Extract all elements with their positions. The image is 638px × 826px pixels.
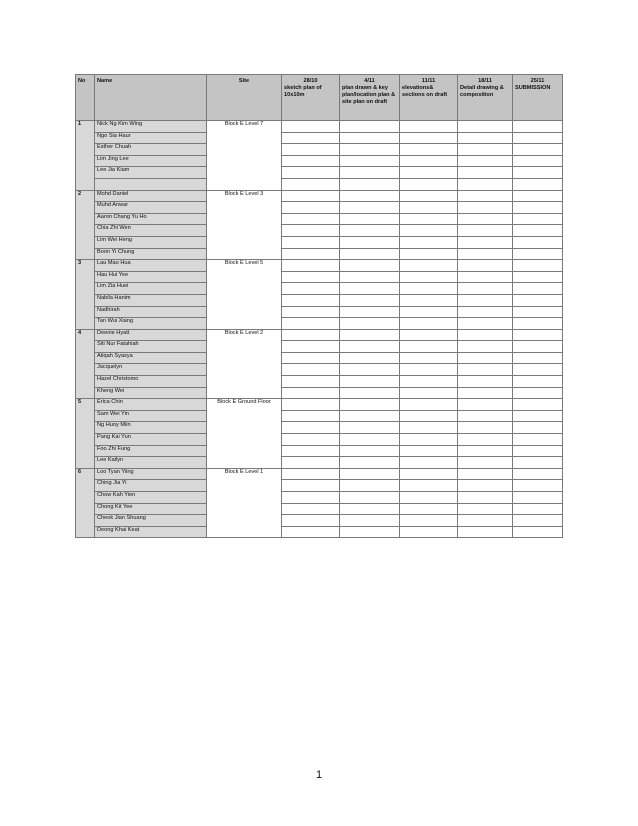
- table-row: [76, 202, 563, 214]
- milestone-cell: [513, 294, 563, 306]
- member-name: Sam Wei Yin: [95, 410, 207, 422]
- milestone-cell: [282, 341, 340, 353]
- milestone-cell: [282, 468, 340, 480]
- milestone-cell: [458, 515, 513, 527]
- milestone-cell: [340, 503, 400, 515]
- table-row: [76, 434, 563, 446]
- member-name: Pang Kai Yun: [95, 434, 207, 446]
- table-row: [76, 503, 563, 515]
- table-row: [76, 399, 563, 411]
- member-name: Hazel Christomo: [95, 376, 207, 388]
- table-row: [76, 144, 563, 156]
- milestone-cell: [458, 144, 513, 156]
- milestone-cell: [340, 167, 400, 179]
- milestone-cell: [282, 434, 340, 446]
- table-row: [76, 294, 563, 306]
- milestone-cell: [513, 376, 563, 388]
- milestone-cell: [282, 271, 340, 283]
- milestone-cell: [282, 422, 340, 434]
- milestone-cell: [340, 294, 400, 306]
- milestone-cell: [282, 364, 340, 376]
- group-site: Block E Level 2: [207, 329, 282, 399]
- milestone-cell: [340, 213, 400, 225]
- milestone-cell: [513, 364, 563, 376]
- milestone-cell: [513, 260, 563, 272]
- header-milestone: [513, 75, 563, 121]
- table-row: [76, 515, 563, 527]
- milestone-cell: [458, 213, 513, 225]
- milestone-date: 11/11: [421, 78, 436, 84]
- milestone-cell: [282, 492, 340, 504]
- milestone-cell: [282, 387, 340, 399]
- milestone-cell: [458, 271, 513, 283]
- milestone-cell: [400, 422, 458, 434]
- milestone-cell: [340, 155, 400, 167]
- milestone-cell: [340, 121, 400, 133]
- table-row: [76, 178, 563, 190]
- milestone-cell: [513, 434, 563, 446]
- milestone-cell: [282, 294, 340, 306]
- milestone-cell: [340, 364, 400, 376]
- member-name: Tan Wui Xiang: [95, 318, 207, 330]
- milestone-date: 28/10: [303, 78, 318, 84]
- member-name: Ng Huoy Miin: [95, 422, 207, 434]
- milestone-cell: [513, 144, 563, 156]
- milestone-cell: [282, 144, 340, 156]
- header-milestone: [400, 75, 458, 121]
- milestone-cell: [513, 492, 563, 504]
- milestone-cell: [513, 271, 563, 283]
- milestone-cell: [400, 410, 458, 422]
- milestone-cell: [458, 318, 513, 330]
- milestone-description: elevations& sections on draft: [402, 84, 448, 98]
- header-milestone: [340, 75, 400, 121]
- table-row: [76, 167, 563, 179]
- table-row: [76, 190, 563, 202]
- milestone-cell: [400, 445, 458, 457]
- milestone-cell: [513, 213, 563, 225]
- member-name: Deong Khai Keat: [95, 526, 207, 538]
- milestone-cell: [458, 480, 513, 492]
- member-name: Jacquelyn: [95, 364, 207, 376]
- table-row: [76, 213, 563, 225]
- table-row: [76, 422, 563, 434]
- member-name: Mohd Daniel: [95, 190, 207, 202]
- table-row: [76, 283, 563, 295]
- milestone-description: plan drawn & key plan/location plan & site plan on draft: [342, 84, 396, 105]
- milestone-cell: [340, 329, 400, 341]
- milestone-cell: [340, 248, 400, 260]
- table-row: [76, 445, 563, 457]
- milestone-cell: [282, 190, 340, 202]
- member-name: [95, 178, 207, 190]
- milestone-cell: [400, 387, 458, 399]
- milestone-cell: [458, 399, 513, 411]
- milestone-cell: [513, 178, 563, 190]
- milestone-cell: [400, 526, 458, 538]
- milestone-cell: [458, 294, 513, 306]
- member-name: Foo Zhi Fung: [95, 445, 207, 457]
- table-row: [76, 387, 563, 399]
- milestone-cell: [340, 457, 400, 469]
- table-row: [76, 306, 563, 318]
- milestone-cell: [400, 515, 458, 527]
- milestone-cell: [282, 329, 340, 341]
- member-name: Ching Jia Yi: [95, 480, 207, 492]
- milestone-cell: [513, 329, 563, 341]
- milestone-cell: [458, 121, 513, 133]
- milestone-cell: [400, 492, 458, 504]
- milestone-cell: [282, 202, 340, 214]
- group-site: Block E Ground Floor: [207, 399, 282, 469]
- member-name: Nabila Hanim: [95, 294, 207, 306]
- member-name: Lim Wei Heng: [95, 236, 207, 248]
- milestone-cell: [400, 480, 458, 492]
- milestone-date: 25/11: [530, 78, 545, 84]
- table-row: [76, 271, 563, 283]
- milestone-cell: [513, 445, 563, 457]
- milestone-cell: [340, 178, 400, 190]
- milestone-cell: [458, 236, 513, 248]
- milestone-cell: [282, 121, 340, 133]
- group-number: 3: [76, 260, 95, 330]
- table-row: [76, 376, 563, 388]
- group-number: 5: [76, 399, 95, 469]
- milestone-cell: [282, 457, 340, 469]
- header-no: No: [76, 75, 95, 121]
- milestone-cell: [513, 526, 563, 538]
- milestone-cell: [282, 503, 340, 515]
- milestone-cell: [458, 178, 513, 190]
- group-site: Block E Level 5: [207, 260, 282, 330]
- milestone-cell: [400, 178, 458, 190]
- member-name: Nick Ng Kim Wing: [95, 121, 207, 133]
- milestone-cell: [513, 248, 563, 260]
- group-schedule-table: [75, 74, 563, 538]
- milestone-date: 4/11: [364, 78, 375, 84]
- member-name: Muhd Anwar: [95, 202, 207, 214]
- milestone-cell: [400, 236, 458, 248]
- table-row: [76, 352, 563, 364]
- milestone-cell: [400, 329, 458, 341]
- milestone-cell: [513, 167, 563, 179]
- table-row: [76, 225, 563, 237]
- member-name: Lau Mao Hua: [95, 260, 207, 272]
- milestone-cell: [458, 329, 513, 341]
- milestone-cell: [282, 283, 340, 295]
- member-name: Chow Kah Yien: [95, 492, 207, 504]
- milestone-cell: [400, 202, 458, 214]
- milestone-cell: [400, 306, 458, 318]
- milestone-cell: [458, 260, 513, 272]
- milestone-cell: [513, 283, 563, 295]
- milestone-cell: [282, 515, 340, 527]
- milestone-cell: [340, 225, 400, 237]
- milestone-cell: [458, 341, 513, 353]
- group-number: 4: [76, 329, 95, 399]
- milestone-cell: [340, 526, 400, 538]
- group-number: 2: [76, 190, 95, 260]
- milestone-cell: [458, 526, 513, 538]
- member-name: Aaron Chang Yu Ho: [95, 213, 207, 225]
- milestone-cell: [400, 376, 458, 388]
- milestone-cell: [282, 225, 340, 237]
- table-row: [76, 318, 563, 330]
- milestone-cell: [340, 399, 400, 411]
- group-site: Block E Level 1: [207, 468, 282, 538]
- milestone-cell: [282, 376, 340, 388]
- header-name: Name: [95, 75, 207, 121]
- milestone-cell: [340, 492, 400, 504]
- member-name: Atiqah Syasya: [95, 352, 207, 364]
- milestone-cell: [400, 364, 458, 376]
- milestone-cell: [400, 144, 458, 156]
- header-site: Site: [207, 75, 282, 121]
- milestone-cell: [282, 399, 340, 411]
- table-body: [76, 121, 563, 538]
- milestone-description: SUBMISSION: [515, 84, 551, 91]
- member-name: Boon Yi Chung: [95, 248, 207, 260]
- milestone-cell: [513, 155, 563, 167]
- milestone-cell: [282, 260, 340, 272]
- member-name: Chia Zhi Wen: [95, 225, 207, 237]
- milestone-cell: [282, 213, 340, 225]
- table-row: [76, 457, 563, 469]
- milestone-cell: [340, 422, 400, 434]
- milestone-cell: [458, 503, 513, 515]
- milestone-cell: [513, 306, 563, 318]
- milestone-cell: [282, 132, 340, 144]
- table-header: [76, 75, 563, 121]
- milestone-cell: [513, 236, 563, 248]
- milestone-cell: [400, 167, 458, 179]
- milestone-cell: [458, 202, 513, 214]
- milestone-cell: [458, 155, 513, 167]
- milestone-cell: [458, 225, 513, 237]
- member-name: Deenie Hyatt: [95, 329, 207, 341]
- milestone-cell: [400, 341, 458, 353]
- table-row: [76, 480, 563, 492]
- milestone-cell: [340, 434, 400, 446]
- milestone-cell: [340, 376, 400, 388]
- member-name: Esther Chuah: [95, 144, 207, 156]
- group-number: 6: [76, 468, 95, 538]
- milestone-cell: [340, 260, 400, 272]
- group-site: Block E Level 7: [207, 121, 282, 191]
- milestone-cell: [340, 468, 400, 480]
- milestone-cell: [513, 399, 563, 411]
- milestone-cell: [458, 283, 513, 295]
- table-row: [76, 132, 563, 144]
- milestone-cell: [458, 352, 513, 364]
- milestone-cell: [458, 132, 513, 144]
- milestone-cell: [513, 468, 563, 480]
- milestone-cell: [513, 132, 563, 144]
- milestone-cell: [513, 225, 563, 237]
- milestone-cell: [513, 387, 563, 399]
- milestone-cell: [340, 387, 400, 399]
- milestone-cell: [400, 121, 458, 133]
- milestone-cell: [282, 236, 340, 248]
- table-row: [76, 236, 563, 248]
- milestone-cell: [458, 306, 513, 318]
- milestone-cell: [458, 387, 513, 399]
- milestone-cell: [513, 410, 563, 422]
- milestone-cell: [282, 352, 340, 364]
- member-name: Cheok Jian Shuang: [95, 515, 207, 527]
- milestone-cell: [340, 271, 400, 283]
- milestone-cell: [513, 121, 563, 133]
- page-number: 1: [315, 769, 323, 781]
- milestone-cell: [458, 376, 513, 388]
- milestone-cell: [340, 132, 400, 144]
- milestone-cell: [400, 399, 458, 411]
- milestone-cell: [340, 202, 400, 214]
- milestone-cell: [400, 503, 458, 515]
- table-row: [76, 468, 563, 480]
- milestone-cell: [340, 410, 400, 422]
- milestone-cell: [513, 422, 563, 434]
- milestone-cell: [340, 318, 400, 330]
- milestone-cell: [282, 480, 340, 492]
- member-name: Lee Jia Kiam: [95, 167, 207, 179]
- milestone-cell: [400, 434, 458, 446]
- milestone-cell: [340, 352, 400, 364]
- member-name: Chong Kit Yee: [95, 503, 207, 515]
- milestone-cell: [400, 248, 458, 260]
- milestone-cell: [400, 294, 458, 306]
- milestone-cell: [458, 492, 513, 504]
- member-name: Ngo Sia Haur: [95, 132, 207, 144]
- milestone-cell: [458, 457, 513, 469]
- member-name: Lim Zia Huei: [95, 283, 207, 295]
- member-name: Nadhirah: [95, 306, 207, 318]
- milestone-cell: [340, 236, 400, 248]
- milestone-cell: [282, 445, 340, 457]
- milestone-cell: [513, 480, 563, 492]
- table-row: [76, 121, 563, 133]
- milestone-cell: [340, 445, 400, 457]
- header-row: [76, 75, 563, 121]
- milestone-cell: [282, 318, 340, 330]
- table-row: [76, 492, 563, 504]
- table-row: [76, 410, 563, 422]
- milestone-cell: [458, 364, 513, 376]
- milestone-cell: [513, 190, 563, 202]
- milestone-cell: [340, 190, 400, 202]
- milestone-cell: [340, 341, 400, 353]
- milestone-date: 18/11: [478, 78, 492, 84]
- milestone-cell: [282, 306, 340, 318]
- milestone-cell: [340, 144, 400, 156]
- milestone-cell: [513, 341, 563, 353]
- table-row: [76, 341, 563, 353]
- milestone-cell: [340, 283, 400, 295]
- milestone-cell: [513, 515, 563, 527]
- milestone-cell: [458, 410, 513, 422]
- member-name: Loo Tyan Yiing: [95, 468, 207, 480]
- milestone-cell: [513, 503, 563, 515]
- milestone-cell: [400, 190, 458, 202]
- milestone-cell: [400, 352, 458, 364]
- milestone-cell: [400, 225, 458, 237]
- table-row: [76, 155, 563, 167]
- table-row: [76, 364, 563, 376]
- group-site: Block E Level 3: [207, 190, 282, 260]
- milestone-cell: [458, 167, 513, 179]
- milestone-cell: [458, 248, 513, 260]
- member-name: Kheng Wei: [95, 387, 207, 399]
- milestone-cell: [400, 468, 458, 480]
- header-milestone: [458, 75, 513, 121]
- milestone-cell: [400, 457, 458, 469]
- header-milestone: [282, 75, 340, 121]
- member-name: Lim Jing Lee: [95, 155, 207, 167]
- milestone-cell: [513, 202, 563, 214]
- milestone-description: Detail drawing & composition: [460, 84, 504, 98]
- group-number: 1: [76, 121, 95, 191]
- milestone-cell: [400, 283, 458, 295]
- milestone-cell: [458, 422, 513, 434]
- milestone-cell: [400, 271, 458, 283]
- table-row: [76, 329, 563, 341]
- table-row: [76, 248, 563, 260]
- milestone-cell: [513, 352, 563, 364]
- member-name: Erica Chin: [95, 399, 207, 411]
- milestone-cell: [458, 190, 513, 202]
- milestone-cell: [282, 178, 340, 190]
- milestone-cell: [340, 515, 400, 527]
- milestone-cell: [282, 526, 340, 538]
- member-name: Lee Kailyn: [95, 457, 207, 469]
- milestone-cell: [282, 167, 340, 179]
- milestone-description: sketch plan of 10x10m: [284, 84, 322, 98]
- milestone-cell: [458, 445, 513, 457]
- milestone-cell: [282, 410, 340, 422]
- milestone-cell: [400, 213, 458, 225]
- milestone-cell: [513, 457, 563, 469]
- milestone-cell: [400, 318, 458, 330]
- member-name: Hau Hui Yee: [95, 271, 207, 283]
- milestone-cell: [458, 468, 513, 480]
- milestone-cell: [340, 306, 400, 318]
- table-row: [76, 526, 563, 538]
- table-row: [76, 260, 563, 272]
- milestone-cell: [282, 248, 340, 260]
- milestone-cell: [400, 260, 458, 272]
- milestone-cell: [400, 155, 458, 167]
- milestone-cell: [282, 155, 340, 167]
- milestone-cell: [458, 434, 513, 446]
- milestone-cell: [513, 318, 563, 330]
- milestone-cell: [400, 132, 458, 144]
- milestone-cell: [340, 480, 400, 492]
- member-name: Siti Nur Fatahiah: [95, 341, 207, 353]
